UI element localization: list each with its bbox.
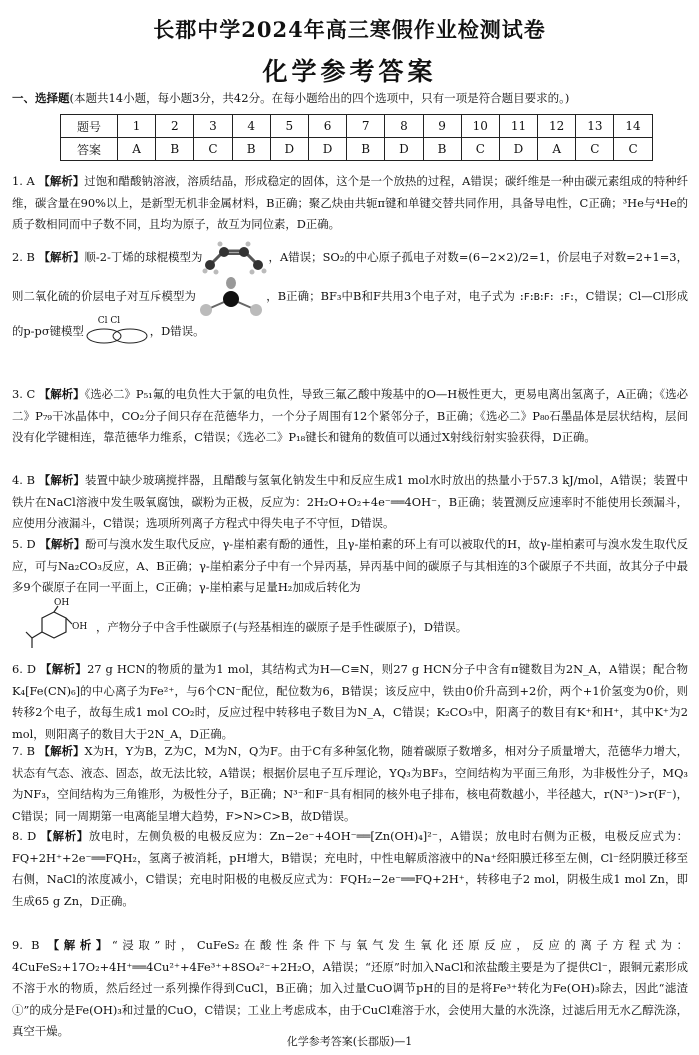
answer-table bbox=[60, 114, 653, 161]
question-text: ，D错误。 bbox=[149, 324, 205, 338]
row-label-answer: 答案 bbox=[61, 138, 118, 161]
analysis-tag: 【解析】 bbox=[47, 938, 112, 952]
question-3 bbox=[12, 384, 688, 449]
oh-label-right: OH bbox=[72, 622, 88, 632]
cl-cl-sigma-bond-model bbox=[84, 316, 150, 345]
question-head: 1. A bbox=[12, 174, 35, 188]
answer-table-answer-row bbox=[61, 138, 653, 161]
question-text: ，A错误；SO₂的中心原子孤电子对数=(6−2×2)/2=1，价层电子对数=2+1=3，则二氧化硫的价层电子对互斥模型为 bbox=[12, 250, 689, 303]
table-cell: 13 bbox=[576, 115, 614, 138]
exam-title: 长郡中学2024年高三寒假作业检测试卷 bbox=[153, 17, 546, 42]
table-cell: A bbox=[118, 138, 156, 161]
analysis-tag: 【解析】 bbox=[38, 387, 85, 401]
question-8 bbox=[12, 826, 688, 912]
table-cell: B bbox=[347, 138, 385, 161]
table-cell: D bbox=[499, 138, 537, 161]
table-cell: 11 bbox=[499, 115, 537, 138]
question-5-continued bbox=[96, 617, 688, 639]
table-cell: A bbox=[538, 138, 576, 161]
table-cell: 7 bbox=[347, 115, 385, 138]
analysis-tag: 【解析】 bbox=[40, 829, 89, 843]
question-text: ，C错误；Cl—Cl形成的p-pσ键模型 bbox=[12, 289, 688, 338]
section-description: (本题共14小题，每小题3分，共42分。在每小题给出的四个选项中，只有一项是符合题目要求的。) bbox=[69, 91, 570, 105]
so2-vsepr-model bbox=[196, 275, 266, 319]
analysis-tag: 【解析】 bbox=[40, 662, 88, 676]
question-7 bbox=[12, 741, 688, 827]
question-2 bbox=[12, 241, 688, 345]
table-cell: 4 bbox=[232, 115, 270, 138]
analysis-tag: 【解析】 bbox=[38, 174, 85, 188]
table-cell: B bbox=[232, 138, 270, 161]
cis-2-butene-ball-stick-model bbox=[202, 241, 268, 275]
question-head: 6. D bbox=[12, 662, 36, 676]
question-text: ，产物分子中含手性碳原子(与羟基相连的碳原子是手性碳原子)，D错误。 bbox=[96, 620, 468, 634]
cl-label: Cl Cl bbox=[97, 316, 121, 326]
section-label: 一、选择题 bbox=[12, 91, 70, 105]
table-cell: D bbox=[308, 138, 346, 161]
question-6 bbox=[12, 659, 688, 745]
table-cell: D bbox=[385, 138, 423, 161]
row-label-number: 题号 bbox=[61, 115, 118, 138]
page-title: 化学参考答案 bbox=[262, 57, 437, 86]
table-cell: D bbox=[270, 138, 308, 161]
table-cell: B bbox=[156, 138, 194, 161]
analysis-tag: 【解析】 bbox=[38, 473, 85, 487]
table-cell: 6 bbox=[308, 115, 346, 138]
table-cell: 9 bbox=[423, 115, 461, 138]
question-text: 放电时，左侧负极的电极反应为：Zn−2e⁻+4OH⁻══[Zn(OH)₄]²⁻，A错误；放电时右侧为正极，电极反应式为：FQ+2H⁺+2e⁻══FQH₂，氢离子被消耗，pH增大，B错误；充电时，中性电解质溶液中的Na⁺经阳膜迁移至左侧，Cl⁻经阴膜迁移至右侧，NaCl的浓度减小，C错误；充电时阳极的电极反应式为：FQH₂−2e⁻══FQ+2H⁺，转移电子2 mol，阴极生成1 mol Zn，即生成65 g Zn，D正确。 bbox=[12, 829, 688, 908]
table-cell: 5 bbox=[270, 115, 308, 138]
question-4 bbox=[12, 470, 688, 535]
question-text: 酚可与溴水发生取代反应，γ-崖柏素有酚的通性，且γ-崖柏素的环上有可以被取代的H，故γ-崖柏素可与溴水发生取代反应，可与Na₂CO₃反应，A、B正确；γ-崖柏素分子中有一个异丙基，异丙基中间的碳原子与其相连的3个碳原子不共面，故其分子中最多9个碳原子在同一平面上，C正确；γ-崖柏素与足量H₂加成后转化为 bbox=[12, 537, 689, 594]
question-head: 9. B bbox=[12, 938, 40, 952]
table-cell: C bbox=[194, 138, 232, 161]
question-head: 2. B bbox=[12, 250, 35, 264]
question-text: 过饱和醋酸钠溶液，溶质结晶，形成稳定的固体，这个是一个放热的过程，A错误；碳纤维是一种由碳元素组成的特种纤维，碳含量在90%以上，是新型无机非金属材料，B正确；聚乙炔由共轭π键和单键交替共同作用，具备导电性，C正确；³He与⁴He的质子数相同而中子数不同，且均为原子，故互为同位素，D正确。 bbox=[12, 174, 688, 231]
table-cell: 1 bbox=[118, 115, 156, 138]
oh-label-top: OH bbox=[54, 598, 70, 608]
page-footer: 化学参考答案(长郡版)—1 bbox=[286, 1035, 413, 1048]
table-cell: C bbox=[576, 138, 614, 161]
question-text: X为H，Y为B，Z为C，M为N，Q为F。由于C有多种氢化物，随着碳原子数增多，相对分子质量增大，范德华力增大，状态有气态、液态、固态，故无法比较，A错误；根据价层电子互斥理论，YQ₃为BF₃，空间结构为平面三角形，为非极性分子，MQ₃为NF₃，空间结构为三角锥形，为极性分子，B正确；N³⁻和F⁻具有相同的核外电子排布，核电荷数越小，半径越大，r(N³⁻)>r(F⁻)，C错误；同一周期第一电离能呈增大趋势，F>N>C>B，故D错误。 bbox=[12, 744, 688, 823]
hydrogenated-product-structure bbox=[24, 598, 94, 654]
table-cell: 12 bbox=[538, 115, 576, 138]
question-text: 《选必二》P₅₁氟的电负性大于氯的电负性，导致三氟乙酸中羧基中的O—H极性更大，更易电离出氢离子，A正确；《选必二》P₇₉干冰晶体中，CO₂分子间只存在范德华力，一个分子周围有12个紧邻分子，B正确；《选必二》P₈₀石墨晶体是层状结构，层间没有化学键相连，靠范德华力维系，C错误；《选必二》P₁₈键长和键角的数值可以通过X射线衍射实验获得，D正确。 bbox=[12, 387, 688, 444]
analysis-tag: 【解析】 bbox=[39, 537, 86, 551]
question-text: ，B正确；BF₃中B和F共用3个电子对，电子式为 bbox=[266, 289, 515, 303]
question-text: 装置中缺少玻璃搅拌器，且醋酸与氢氧化钠发生中和反应生成1 mol水时放出的热量小于57.3 kJ/mol，A错误；装置中铁片在NaCl溶液中发生吸氧腐蚀，碳粉为正极，反应为：2H₂O+O₂+4e⁻══4OH⁻，B正确；装置测反应速率时不能使用长颈漏斗，应使用分液漏斗，C错误；选项所列离子方程式中得失电子不守恒，D错误。 bbox=[12, 473, 688, 530]
question-9 bbox=[12, 935, 688, 1043]
question-head: 8. D bbox=[12, 829, 37, 843]
table-cell: B bbox=[423, 138, 461, 161]
question-text: “浸取”时，CuFeS₂在酸性条件下与氧气发生氧化还原反应，反应的离子方程式为：4CuFeS₂+17O₂+4H⁺══4Cu²⁺+4Fe³⁺+8SO₄²⁻+2H₂O，A错误；“还原”时加入NaCl和浓盐酸主要是为了提供Cl⁻，跟铜元素形成不溶于水的物质，然后经过一系列操作得到CuCl，B正确；加入过量CuO调节pH的目的是将Fe³⁺转化为Fe(OH)₃除去，因此“滤渣①”的成分是Fe(OH)₃和过量的CuO，C错误；工业上考虑成本，由于CuCl难溶于水，会使用大量的水洗涤，过滤后用无水乙醇洗涤，真空干燥。 bbox=[12, 938, 689, 1038]
analysis-tag: 【解析】 bbox=[38, 250, 85, 264]
table-cell: 8 bbox=[385, 115, 423, 138]
table-cell: 10 bbox=[461, 115, 499, 138]
question-1 bbox=[12, 171, 688, 236]
table-cell: C bbox=[461, 138, 499, 161]
question-text: 顺-2-丁烯的球棍模型为 bbox=[84, 250, 203, 264]
table-cell: 2 bbox=[156, 115, 194, 138]
question-head: 3. C bbox=[12, 387, 36, 401]
question-head: 5. D bbox=[12, 537, 36, 551]
section-heading bbox=[12, 90, 692, 106]
bf3-electron-formula: :F:B:F: :F: bbox=[518, 292, 575, 303]
question-head: 4. B bbox=[12, 473, 36, 487]
question-head: 7. B bbox=[12, 744, 35, 758]
question-5 bbox=[12, 534, 688, 599]
answer-table-number-row bbox=[61, 115, 653, 138]
question-text: 27 g HCN的物质的量为1 mol，其结构式为H—C≡N，则27 g HCN分子中含有π键数目为2N_A，A错误；配合物K₄[Fe(CN)₆]的中心离子为Fe²⁺，与6个CN⁻配位，配位数为6，B错误；该反应中，铁由0价升高到+2价，两个+1价氢变为0价，则转移2个电子，故每生成1 mol CO₂时，反应过程中转移电子数目为N_A，C错误；K₂CO₃中，阳离子的数目有K⁺和H⁺，其中K⁺为2 mol，则阳离子的数目大于2N_A，D正确。 bbox=[12, 662, 688, 741]
table-cell: C bbox=[614, 138, 652, 161]
table-cell: 14 bbox=[614, 115, 652, 138]
table-cell: 3 bbox=[194, 115, 232, 138]
analysis-tag: 【解析】 bbox=[38, 744, 85, 758]
